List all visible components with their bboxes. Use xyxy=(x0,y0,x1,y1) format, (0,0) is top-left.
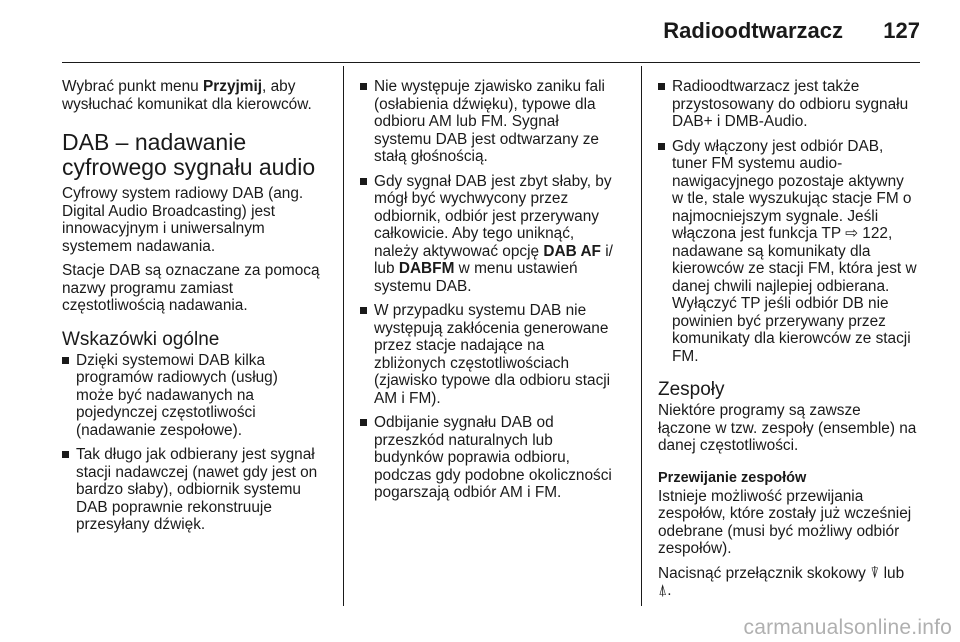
list-item: Gdy włączony jest odbiór DAB, tuner FM systemu audio- nawigacyjnego pozostaje aktywny w tle, stale wyszukując stacje FM o najmocniejszym sygnale. Jeśli włączona jest funkcja TP ⇨ 122, nadawane są komunikaty dla kierowców ze stacji FM, która jest w danej chwili najlepiej odbierana. Wyłączyć TP jeśli odbiór DB nie powinien być przerywany przez komunikaty dla kierowców ze stacji FM. xyxy=(658,138,924,366)
column-divider-1 xyxy=(343,66,344,606)
minor-title-ensemble-scrolling: Przewijanie zespołów xyxy=(658,469,807,486)
header-title: Radioodtwarzacz xyxy=(663,18,843,43)
ensembles-description: Niektóre programy są zawsze łączone w tzw. zespoły (ensemble) na danej częstotliwości. xyxy=(658,402,917,454)
ensemble-scrolling-description: Istnieje możliwość przewijania zespołów, które zostały już wcześniej odebrane (musi być możliwy odbiór zespołów). xyxy=(658,487,912,557)
section-title-dab: DAB – nadawanie cyfrowego sygnału audio xyxy=(62,129,316,180)
list-item: Odbijanie sygnału DAB od przeszkód naturalnych lub budynków poprawia odbioru, podczas gdy podobne okoliczności pogarszają odbiór AM i FM. xyxy=(360,414,628,502)
intro-line: Wybrać punkt menu Przyjmij, aby xyxy=(62,78,296,95)
ensemble-scrolling-instruction: Nacisnąć przełącznik skokowy ⍒ lub ⍋. xyxy=(658,564,905,599)
page-reference-line: włączona jest funkcja TP ⇨ 122, xyxy=(672,225,893,242)
list-item: Dzięki systemowi DAB kilka programów radiowych (usług) może być nadawanych na pojedynczej częstotliwości (nadawanie zespołowe). xyxy=(62,352,330,440)
page-header xyxy=(0,14,960,54)
column-1 xyxy=(62,78,330,541)
dab-station-names: Stacje DAB są oznaczane za pomocą nazwy programu zamiast częstotliwością nadawania. xyxy=(62,262,320,314)
page-number: 127 xyxy=(883,18,920,43)
bullet-square-icon xyxy=(658,143,665,150)
list-item: Radioodtwarzacz jest także przystosowany do odbioru sygnału DAB+ i DMB-Audio. xyxy=(658,78,924,131)
subtitle-general-notes: Wskazówki ogólne xyxy=(62,328,220,350)
bullet-square-icon xyxy=(360,178,367,185)
list-item: Gdy sygnał DAB jest zbyt słaby, by mógł być wychwycony przez odbiornik, odbiór jest przerywany całkowicie. Aby tego uniknąć, należy aktywować opcję DAB AF i/ lub DABFM w menu ustawień systemu DAB. xyxy=(360,173,628,296)
list-item: Tak długo jak odbierany jest sygnał stacji nadawczej (nawet gdy jest on bardzo słaby), odbiornik systemu DAB poprawnie rekonstruuje przesyłany dźwięk. xyxy=(62,446,330,534)
subtitle-ensembles: Zespoły xyxy=(658,379,725,400)
list-item: W przypadku systemu DAB nie występują zakłócenia generowane przez stacje nadające na zbliżonych częstotliwościach (zjawisko typowe dla odbioru stacji AM i FM). xyxy=(360,302,628,407)
column-divider-2 xyxy=(641,66,642,606)
bullet-square-icon xyxy=(62,451,69,458)
list-item: Nie występuje zjawisko zaniku fali (osłabienia dźwięku), typowe dla odbioru AM lub FM. Sygnał systemu DAB jest odtwarzany ze stałą głośnością. xyxy=(360,78,628,166)
intro-paragraph xyxy=(62,78,330,113)
option-dabfm: DABFM xyxy=(398,260,455,277)
bullet-square-icon xyxy=(360,419,367,426)
bullet-square-icon xyxy=(62,357,69,364)
bullet-square-icon xyxy=(360,307,367,314)
bullet-square-icon xyxy=(360,83,367,90)
column-2 xyxy=(360,78,628,509)
menu-item-przyjmij: Przyjmij xyxy=(203,78,263,95)
intro-line: wysłuchać komunikat dla kierowców. xyxy=(62,95,312,113)
header-divider xyxy=(62,62,920,63)
column-3 xyxy=(658,78,924,607)
dab-description: Cyfrowy system radiowy DAB (ang. Digital Audio Broadcasting) jest innowacyjnym i uniwersalnym systemem nadawania. xyxy=(62,185,304,255)
option-dab-af: DAB AF xyxy=(543,242,601,260)
watermark: carmanualsonline.info xyxy=(743,616,952,639)
bullet-square-icon xyxy=(658,83,665,90)
